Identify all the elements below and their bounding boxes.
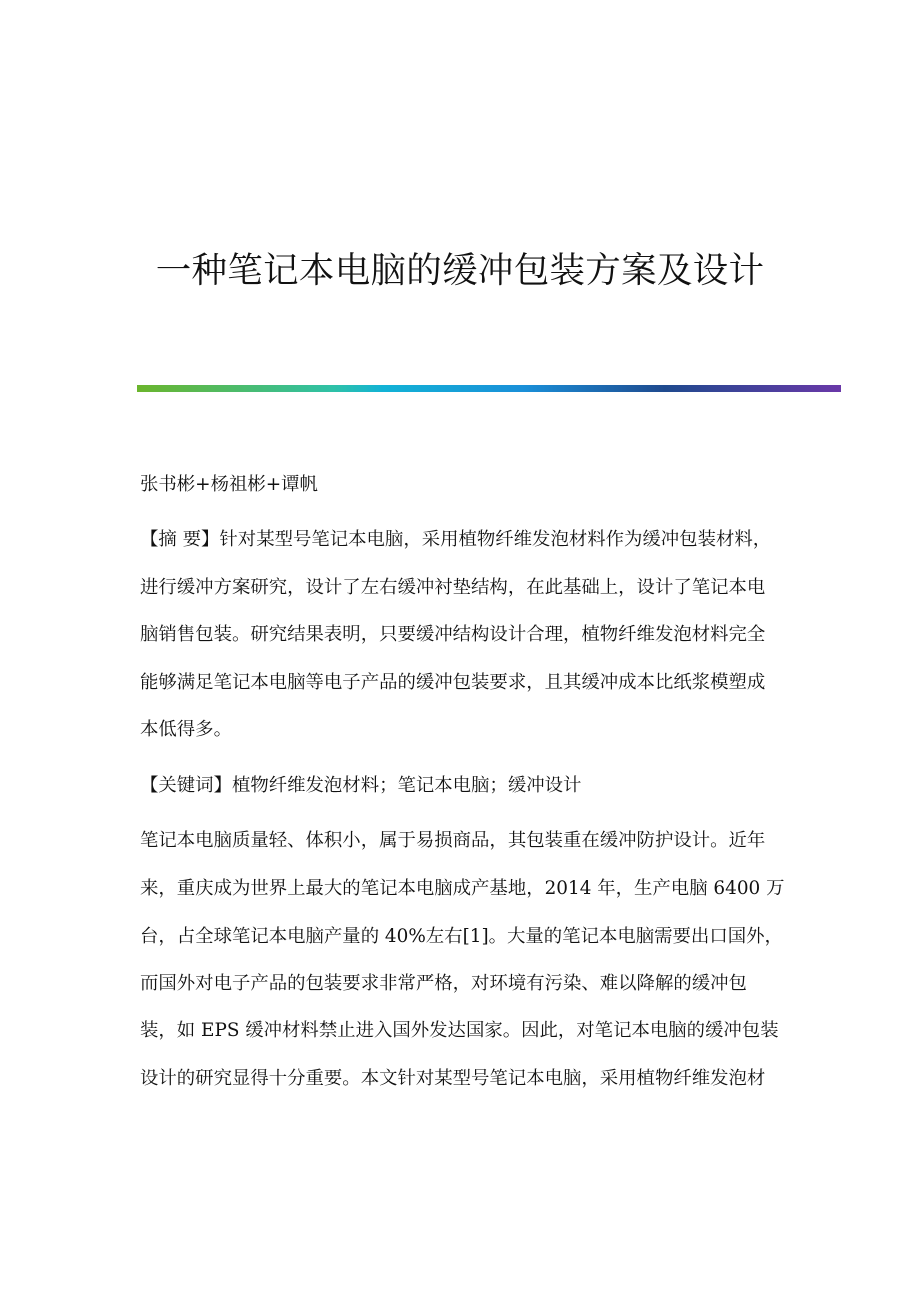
abstract-line: 进行缓冲方案研究，设计了左右缓冲衬垫结构，在此基础上，设计了笔记本电 <box>140 577 766 598</box>
abstract-line: 【摘 要】针对某型号笔记本电脑，采用植物纤维发泡材料作为缓冲包装材料， <box>140 529 772 550</box>
gradient-divider <box>137 385 841 392</box>
abstract-line: 能够满足笔记本电脑等电子产品的缓冲包装要求，且其缓冲成本比纸浆模塑成 <box>140 672 766 693</box>
body-line: 台，占全球笔记本电脑产量的 40%左右[1]。大量的笔记本电脑需要出口国外， <box>140 926 783 947</box>
body-line: 装，如 EPS 缓冲材料禁止进入国外发达国家。因此，对笔记本电脑的缓冲包装 <box>140 1020 779 1041</box>
body-line: 设计的研究显得十分重要。本文针对某型号笔记本电脑，采用植物纤维发泡材 <box>140 1068 766 1089</box>
keywords: 【关键词】植物纤维发泡材料；笔记本电脑；缓冲设计 <box>140 775 582 796</box>
authors: 张书彬+杨祖彬+谭帆 <box>140 474 318 495</box>
body-line: 而国外对电子产品的包装要求非常严格，对环境有污染、难以降解的缓冲包 <box>140 973 747 994</box>
abstract-line: 脑销售包装。研究结果表明，只要缓冲结构设计合理，植物纤维发泡材料完全 <box>140 624 766 645</box>
body-line: 来，重庆成为世界上最大的笔记本电脑成产基地，2014 年，生产电脑 6400 万 <box>140 878 785 899</box>
body-line: 笔记本电脑质量轻、体积小，属于易损商品，其包装重在缓冲防护设计。近年 <box>140 830 766 851</box>
document-title: 一种笔记本电脑的缓冲包装方案及设计 <box>155 249 765 291</box>
abstract-line: 本低得多。 <box>140 719 232 740</box>
